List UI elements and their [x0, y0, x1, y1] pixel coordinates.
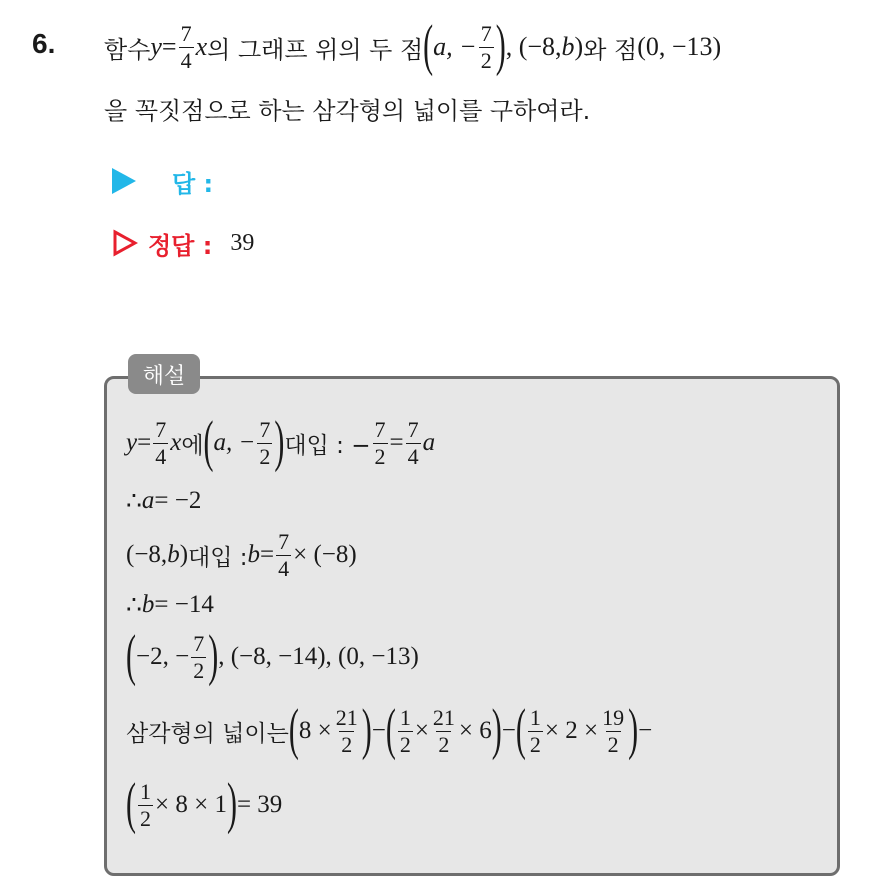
right-paren: ): [495, 14, 506, 78]
math-result: = 39: [236, 791, 283, 818]
therefore-symbol: ∴: [126, 488, 142, 515]
fraction: $\frac{21}{2}$: [432, 704, 455, 757]
math-expression: × 8 × 1: [155, 791, 227, 818]
math-equals: =: [161, 32, 177, 61]
fraction: $\frac{7}{2}$: [480, 20, 492, 73]
math-point: a, −: [433, 32, 477, 61]
right-paren: ): [628, 698, 639, 762]
solution-line-5: [126, 626, 419, 688]
solution-text: 에: [181, 432, 204, 459]
correct-answer-value: 39: [230, 229, 255, 256]
left-paren: (: [126, 624, 136, 688]
correct-answer-label: 정답 :: [148, 231, 213, 260]
correct-answer-row: [112, 226, 254, 260]
math-equals: =: [389, 429, 404, 456]
math-point: (0, −13): [637, 32, 722, 61]
question-line-1: [104, 16, 721, 78]
solution-line-2: [126, 484, 201, 518]
fraction: $\frac{7}{2}$: [193, 630, 205, 683]
math-var-b: b: [561, 32, 575, 61]
solution-line-1: [126, 412, 435, 474]
math-minus: −: [501, 717, 516, 744]
solution-line-3: [126, 524, 357, 586]
question-text: 의 그래프 위의 두 점: [207, 35, 424, 64]
math-var-x: x: [195, 32, 208, 61]
fraction: $\frac{7}{2}$: [259, 416, 271, 469]
math-var-b: b: [247, 541, 261, 568]
math-expression: = −14: [154, 591, 214, 618]
fraction: $\frac{21}{2}$: [335, 704, 358, 757]
play-icon: [112, 168, 136, 194]
solution-tag: 해설: [128, 354, 200, 394]
math-expression: × (−8): [293, 541, 357, 568]
left-paren: (: [423, 14, 434, 78]
solution-line-4: [126, 588, 214, 622]
math-minus: −: [371, 717, 386, 744]
question-line-2: 을 꼭짓점으로 하는 삼각형의 넓이를 구하여라.: [104, 96, 591, 125]
answer-row: [112, 164, 225, 198]
solution-line-6: [126, 700, 652, 762]
answer-label: 답 :: [172, 169, 214, 198]
math-var-x: x: [170, 429, 182, 456]
left-paren: (: [288, 698, 299, 762]
math-point: , (−8,: [505, 32, 562, 61]
fraction: $\frac{7}{4}$: [155, 416, 167, 469]
fraction: $\frac{1}{2}$: [529, 704, 541, 757]
math-equals: =: [137, 429, 152, 456]
play-outline-icon: [112, 229, 138, 257]
solution-text: 대입 : −: [284, 432, 371, 459]
math-var-y: y: [126, 429, 138, 456]
math-expression: = −2: [154, 487, 202, 514]
fraction: $\frac{7}{4}$: [180, 20, 192, 73]
math-times: ×: [414, 717, 429, 744]
math-minus: −: [638, 717, 653, 744]
question-text: 함수: [104, 35, 151, 64]
math-equals: =: [260, 541, 275, 568]
solution-text: 삼각형의 넓이는: [126, 720, 289, 747]
right-paren: ): [491, 698, 502, 762]
left-paren: (: [203, 410, 214, 474]
math-var-b: b: [167, 541, 180, 568]
question-number: 6.: [32, 28, 56, 59]
fraction: $\frac{1}{2}$: [140, 778, 151, 831]
math-var-y: y: [150, 32, 162, 61]
math-var-b: b: [141, 591, 155, 618]
right-paren: ): [208, 624, 219, 688]
math-var-a: a: [141, 487, 155, 514]
fraction: $\frac{19}{2}$: [602, 704, 625, 757]
math-paren: ): [179, 541, 189, 568]
solution-line-7: [126, 774, 282, 836]
therefore-symbol: ∴: [126, 592, 142, 619]
fraction: $\frac{7}{4}$: [278, 528, 290, 581]
fraction: $\frac{7}{2}$: [374, 416, 386, 469]
math-paren: ): [574, 32, 584, 61]
right-paren: ): [226, 772, 237, 836]
fraction: $\frac{7}{4}$: [407, 416, 419, 469]
right-paren: ): [274, 410, 285, 474]
left-paren: (: [126, 772, 136, 836]
solution-text: 대입 :: [188, 544, 248, 571]
right-paren: ): [361, 698, 372, 762]
left-paren: (: [385, 698, 396, 762]
math-expression: × 6: [458, 717, 492, 744]
math-point: −2, −: [136, 643, 190, 670]
fraction: $\frac{1}{2}$: [399, 704, 411, 757]
math-point: a, −: [213, 429, 256, 456]
math-expression: 8 ×: [298, 717, 332, 744]
math-point: (−8,: [126, 541, 168, 568]
math-var-a: a: [422, 429, 436, 456]
left-paren: (: [515, 698, 526, 762]
question-text: 와 점: [583, 35, 638, 64]
math-expression: × 2 ×: [544, 717, 599, 744]
math-points: , (−8, −14), (0, −13): [218, 643, 419, 670]
